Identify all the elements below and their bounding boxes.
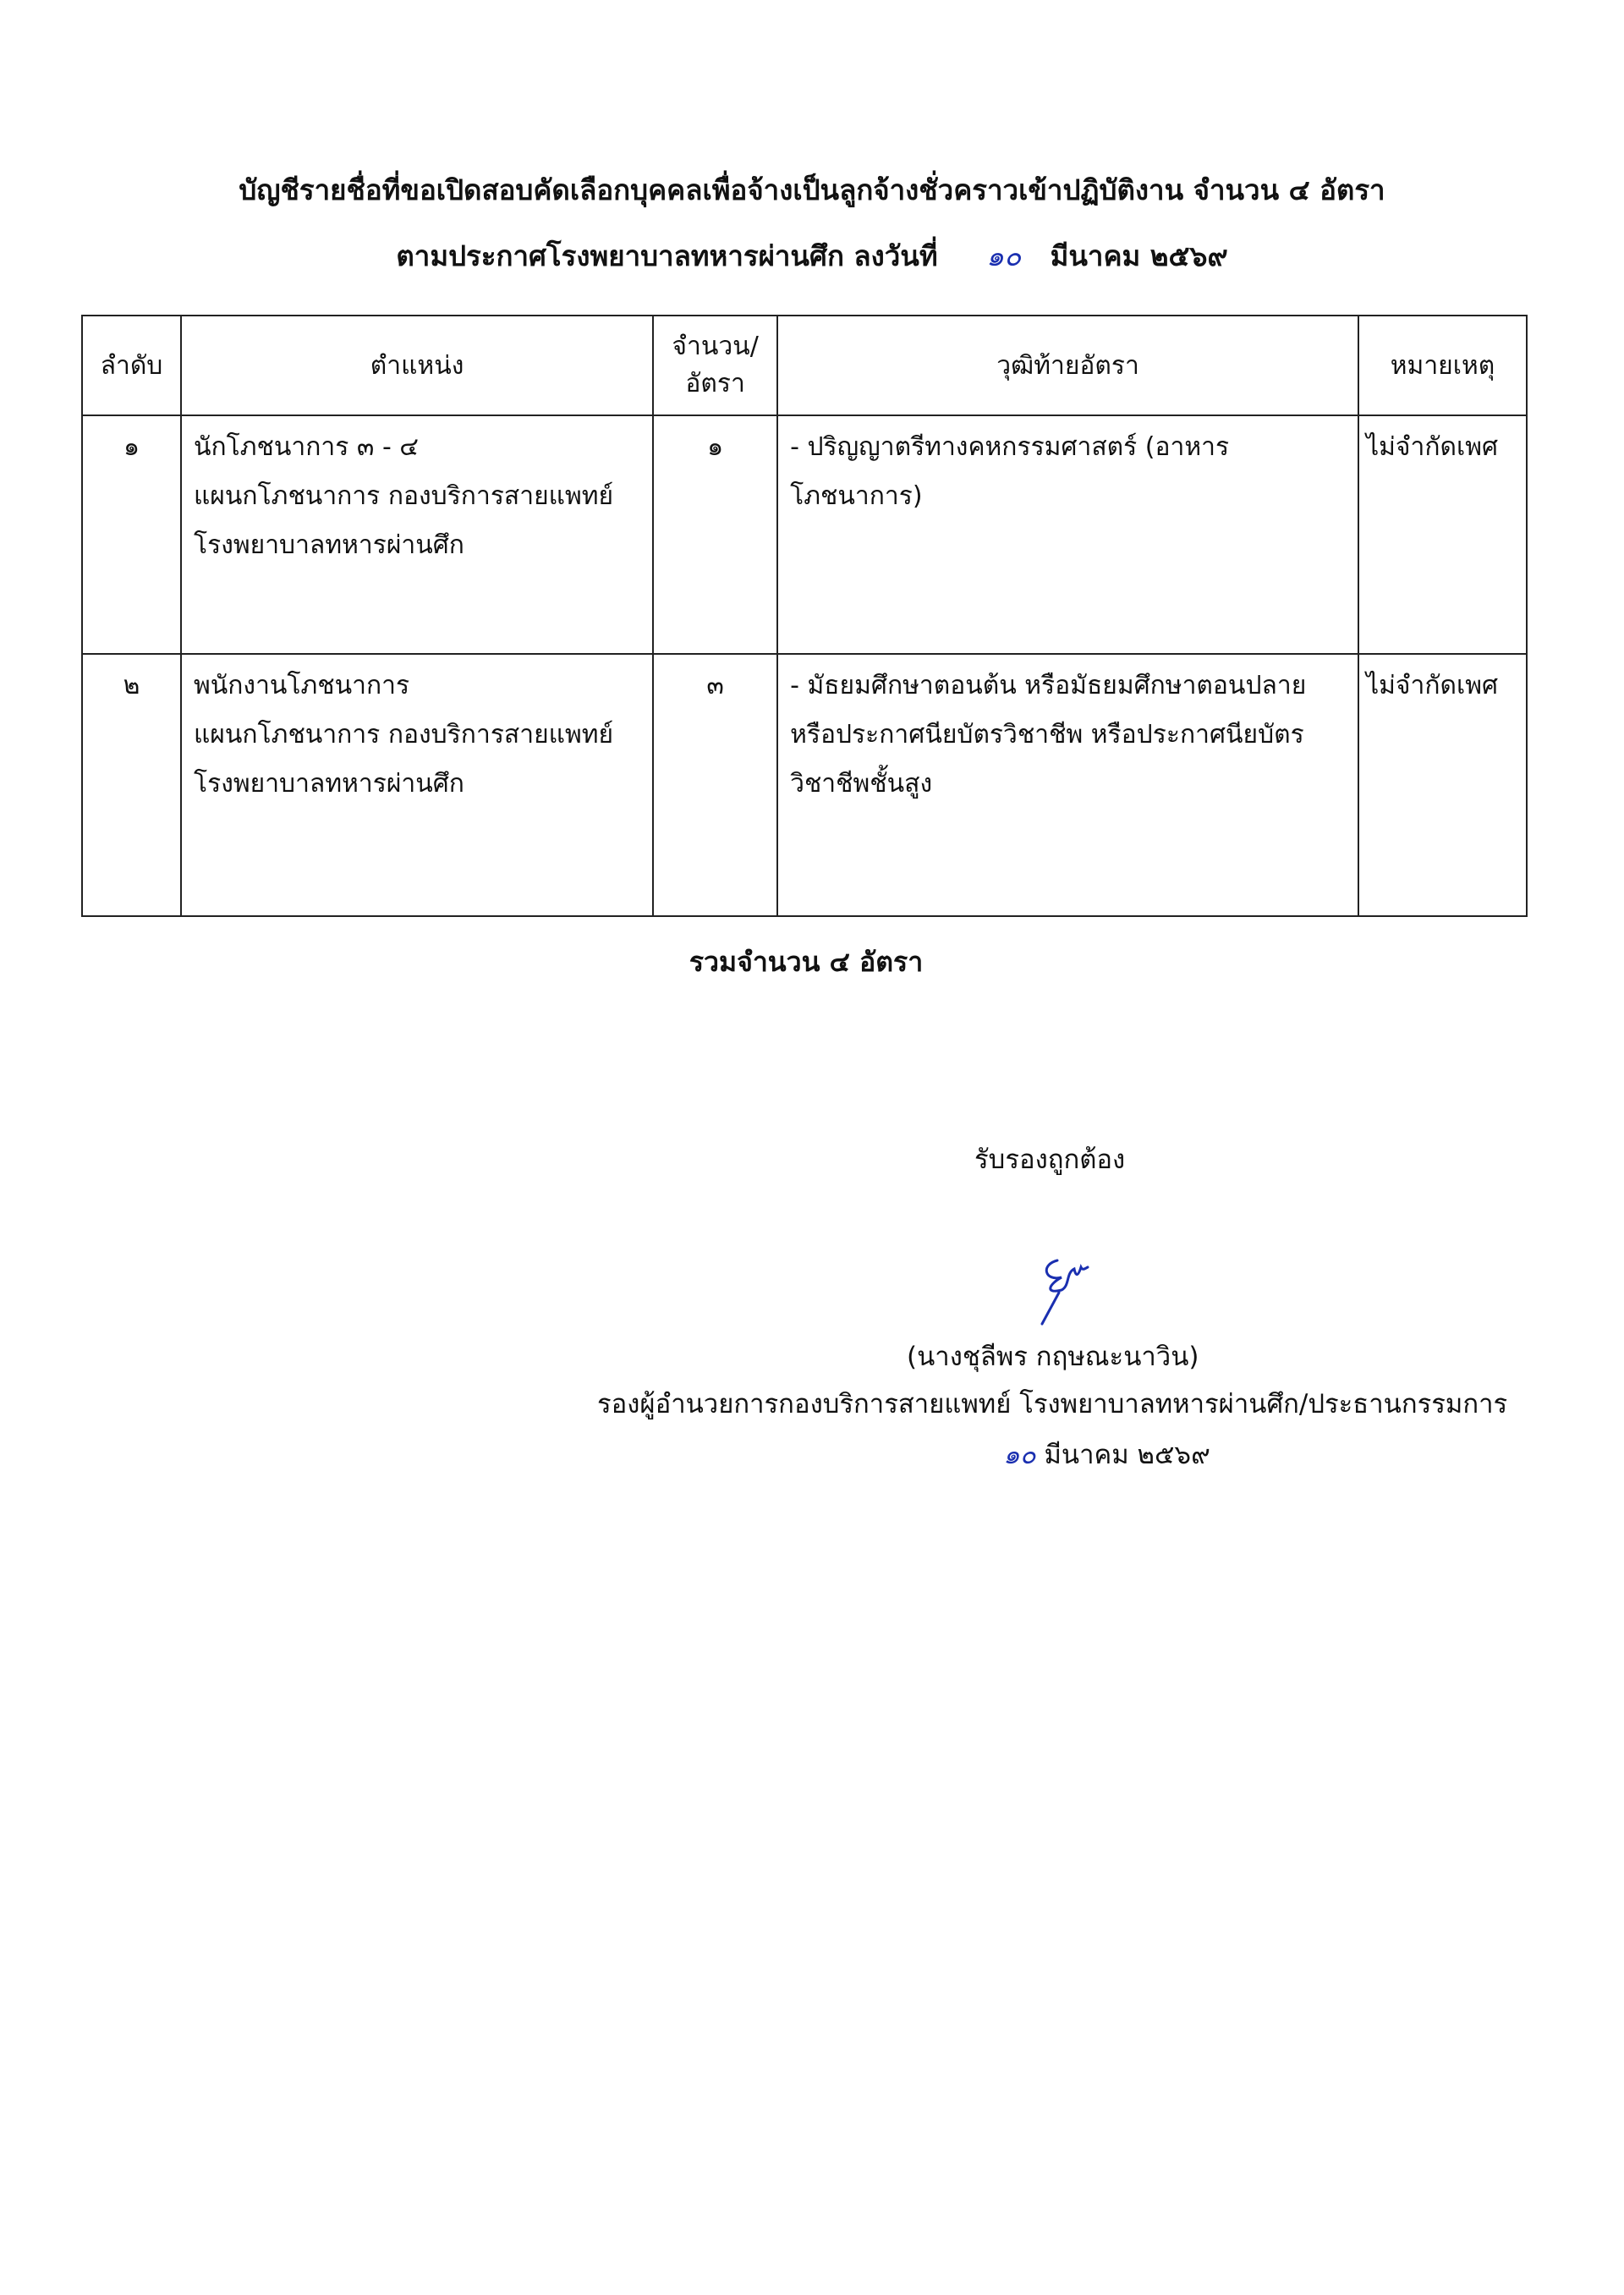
position-line: โรงพยาบาลทหารผ่านศึก — [193, 769, 464, 799]
position-line: แผนกโภชนาการ กองบริการสายแพทย์ — [193, 720, 614, 749]
count-header-line: อัตรา — [685, 369, 745, 398]
position-line: โรงพยาบาลทหารผ่านศึก — [193, 530, 464, 560]
table-header-row — [82, 316, 1527, 415]
remark-text: ไม่จำกัดเพศ — [1366, 671, 1499, 700]
row-qualification — [777, 415, 1358, 654]
row-count — [653, 654, 777, 916]
remark-text: ไม่จำกัดเพศ — [1366, 432, 1499, 462]
row-no — [82, 415, 181, 654]
handwritten-day: ๑๐ — [986, 239, 1022, 272]
col-header-no: ลำดับ — [82, 316, 181, 415]
row-no-text: ๒ — [123, 671, 140, 700]
positions-table — [81, 315, 1528, 917]
row-no-text: ๑ — [123, 432, 140, 462]
certified-label: รับรองถูกต้อง — [974, 1145, 1126, 1175]
col-header-qualification: วุฒิท้ายอัตรา — [777, 316, 1358, 415]
qualification-line: วิชาชีพชั้นสูง — [790, 769, 933, 799]
announcement-ref: ตามประกาศโรงพยาบาลทหารผ่านศึก ลงวันที่ — [396, 239, 938, 272]
row-position — [181, 654, 653, 916]
count-text: ๑ — [707, 432, 724, 462]
row-no — [82, 654, 181, 916]
row-position — [181, 415, 653, 654]
qualification-line: - ปริญญาตรีทางคหกรรมศาสตร์ (อาหาร โภชนาการ) — [790, 432, 1230, 511]
signature-icon — [1032, 1244, 1116, 1328]
qualification-line: - มัธยมศึกษาตอนต้น หรือมัธยมศึกษาตอนปลาย — [790, 671, 1307, 700]
row-remark — [1358, 654, 1527, 916]
signer-name: (นางชุลีพร กฤษณะนาวิน) — [907, 1342, 1199, 1372]
col-header-remark: หมายเหตุ — [1358, 316, 1527, 415]
col-header-count — [653, 316, 777, 415]
month-year: มีนาคม ๒๕๖๙ — [1050, 239, 1228, 272]
signature-date — [1003, 1433, 1210, 1475]
col-header-position: ตำแหน่ง — [181, 316, 653, 415]
count-text: ๓ — [706, 671, 724, 700]
document-subtitle — [0, 233, 1624, 278]
row-remark — [1358, 415, 1527, 654]
total-positions: รวมจำนวน ๔ อัตรา — [689, 946, 924, 978]
count-header-line: จำนวน/ — [672, 332, 759, 361]
date-month-year: มีนาคม ๒๕๖๙ — [1044, 1440, 1210, 1470]
signer-position: รองผู้อำนวยการกองบริการสายแพทย์ โรงพยาบาลทหารผ่านศึก/ประธานกรรมการ — [597, 1389, 1508, 1419]
table-row — [82, 415, 1527, 654]
position-line: นักโภชนาการ ๓ - ๔ — [193, 432, 420, 462]
table-row — [82, 654, 1527, 916]
row-count — [653, 415, 777, 654]
qualification-line: หรือประกาศนียบัตรวิชาชีพ หรือประกาศนียบัตร — [790, 720, 1304, 749]
position-line: แผนกโภชนาการ กองบริการสายแพทย์ — [193, 481, 614, 511]
handwritten-day: ๑๐ — [1003, 1440, 1036, 1470]
row-qualification — [777, 654, 1358, 916]
position-line: พนักงานโภชนาการ — [193, 671, 410, 700]
document-title: บัญชีรายชื่อที่ขอเปิดสอบคัดเลือกบุคคลเพื่อจ้างเป็นลูกจ้างชั่วคราวเข้าปฏิบัติงาน จำนวน ๔ อัตรา — [239, 173, 1385, 206]
